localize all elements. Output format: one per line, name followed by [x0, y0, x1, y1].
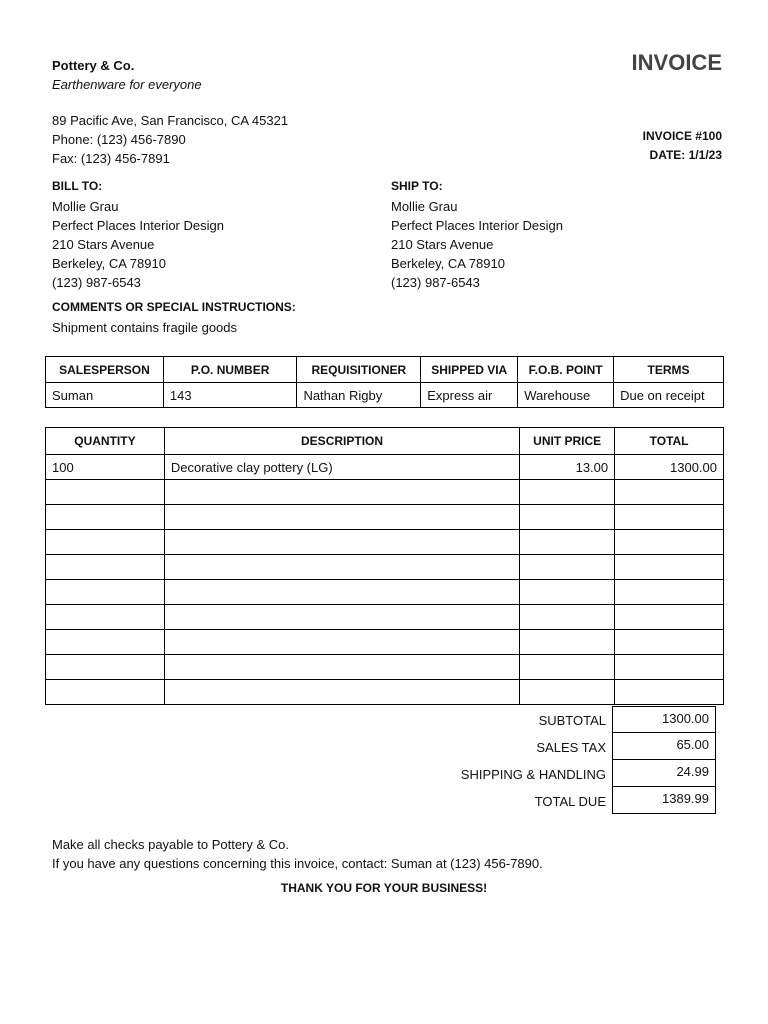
company-tagline: Earthenware for everyone: [52, 77, 202, 92]
quantity-cell: [46, 655, 165, 680]
unit-price-cell: 13.00: [520, 455, 615, 480]
unit-price-cell: [520, 505, 615, 530]
quantity-cell: [46, 605, 165, 630]
description-cell: [164, 505, 519, 530]
total-cell: [615, 655, 724, 680]
bill-to-name: Mollie Grau: [52, 199, 119, 214]
header-salesperson: SALESPERSON: [46, 357, 164, 383]
sales-tax-value: 65.00: [676, 737, 709, 752]
quantity-cell: [46, 630, 165, 655]
bill-to-phone: (123) 987-6543: [52, 275, 141, 290]
company-name: Pottery & Co.: [52, 58, 135, 73]
line-items-header-row: [46, 428, 724, 455]
subtotal-row: [440, 706, 719, 733]
table-row: [46, 580, 724, 605]
unit-price-cell: [520, 605, 615, 630]
sales-tax-label: SALES TAX: [536, 740, 606, 755]
company-phone: Phone: (123) 456-7890: [52, 132, 186, 147]
ship-to-city: Berkeley, CA 78910: [391, 256, 505, 271]
total-cell: 1300.00: [615, 455, 724, 480]
quantity-cell: [46, 480, 165, 505]
po-number-value: 143: [163, 383, 297, 408]
shipping-value: 24.99: [676, 764, 709, 779]
subtotal-value: 1300.00: [662, 711, 709, 726]
company-address: 89 Pacific Ave, San Francisco, CA 45321: [52, 113, 289, 128]
comments-text: Shipment contains fragile goods: [52, 320, 238, 335]
bill-to-company: Perfect Places Interior Design: [52, 218, 224, 233]
total-cell: [615, 505, 724, 530]
unit-price-cell: [520, 655, 615, 680]
description-cell: [164, 530, 519, 555]
quantity-cell: [46, 505, 165, 530]
comments-label: COMMENTS OR SPECIAL INSTRUCTIONS:: [52, 300, 296, 314]
quantity-cell: [46, 680, 165, 705]
invoice-title: INVOICE: [631, 50, 722, 75]
fob-point-value: Warehouse: [518, 383, 614, 408]
quantity-cell: [46, 530, 165, 555]
invoice-number: INVOICE #100: [642, 129, 722, 143]
unit-price-cell: [520, 680, 615, 705]
total-cell: [615, 630, 724, 655]
quantity-cell: 100: [46, 455, 165, 480]
salesperson-value: Suman: [46, 383, 164, 408]
bill-to-street: 210 Stars Avenue: [52, 237, 155, 252]
total-cell: [615, 530, 724, 555]
unit-price-cell: [520, 555, 615, 580]
description-cell: [164, 655, 519, 680]
table-row: [46, 630, 724, 655]
bill-to-city: Berkeley, CA 78910: [52, 256, 166, 271]
subtotal-label: SUBTOTAL: [538, 713, 606, 728]
total-cell: [615, 480, 724, 505]
ship-to-label: SHIP TO:: [391, 179, 443, 193]
order-info-value-row: [46, 383, 724, 408]
description-cell: Decorative clay pottery (LG): [164, 455, 519, 480]
quantity-cell: [46, 580, 165, 605]
footer-thanks: THANK YOU FOR YOUR BUSINESS!: [280, 881, 488, 895]
unit-price-cell: [520, 580, 615, 605]
header-quantity: QUANTITY: [46, 428, 165, 455]
header-unit-price: UNIT PRICE: [520, 428, 615, 455]
subtotal-box: [612, 706, 716, 733]
description-cell: [164, 630, 519, 655]
description-cell: [164, 680, 519, 705]
table-row: [46, 505, 724, 530]
table-row: [46, 480, 724, 505]
description-cell: [164, 605, 519, 630]
order-info-header-row: [46, 357, 724, 383]
description-cell: [164, 580, 519, 605]
table-row: [46, 555, 724, 580]
header-total: TOTAL: [615, 428, 724, 455]
ship-to-phone: (123) 987-6543: [391, 275, 480, 290]
line-items-table: [45, 427, 724, 705]
sales-tax-row: [440, 733, 719, 760]
shipping-row: [440, 760, 719, 787]
table-row: [46, 680, 724, 705]
header-requisitioner: REQUISITIONER: [297, 357, 421, 383]
shipping-label: SHIPPING & HANDLING: [460, 767, 606, 782]
unit-price-cell: [520, 480, 615, 505]
company-fax: Fax: (123) 456-7891: [52, 151, 170, 166]
requisitioner-value: Nathan Rigby: [297, 383, 421, 408]
description-cell: [164, 480, 519, 505]
table-row: [46, 530, 724, 555]
header-shipped-via: SHIPPED VIA: [421, 357, 518, 383]
table-row: [46, 655, 724, 680]
total-due-row: [440, 787, 719, 814]
shipping-box: [612, 760, 716, 787]
header-terms: TERMS: [614, 357, 724, 383]
footer-contact-note: If you have any questions concerning this invoice, contact: Suman at (123) 456-7890.: [52, 856, 543, 871]
header-description: DESCRIPTION: [164, 428, 519, 455]
total-due-value: 1389.99: [662, 791, 709, 806]
total-due-box: [612, 787, 716, 814]
description-cell: [164, 555, 519, 580]
total-due-label: TOTAL DUE: [534, 794, 606, 809]
ship-to-street: 210 Stars Avenue: [391, 237, 494, 252]
bill-to-block: [52, 178, 372, 292]
bill-to-label: BILL TO:: [52, 179, 103, 193]
ship-to-block: [391, 178, 711, 292]
total-cell: [615, 580, 724, 605]
table-row: [46, 455, 724, 480]
sales-tax-box: [612, 733, 716, 760]
terms-value: Due on receipt: [614, 383, 724, 408]
order-info-table: [45, 356, 724, 408]
unit-price-cell: [520, 630, 615, 655]
quantity-cell: [46, 555, 165, 580]
ship-to-company: Perfect Places Interior Design: [391, 218, 563, 233]
header-fob-point: F.O.B. POINT: [518, 357, 614, 383]
header-po-number: P.O. NUMBER: [163, 357, 297, 383]
shipped-via-value: Express air: [421, 383, 518, 408]
unit-price-cell: [520, 530, 615, 555]
table-row: [46, 605, 724, 630]
footer-checks-note: Make all checks payable to Pottery & Co.: [52, 837, 290, 852]
total-cell: [615, 605, 724, 630]
total-cell: [615, 680, 724, 705]
invoice-date: DATE: 1/1/23: [649, 148, 722, 162]
total-cell: [615, 555, 724, 580]
ship-to-name: Mollie Grau: [391, 199, 458, 214]
